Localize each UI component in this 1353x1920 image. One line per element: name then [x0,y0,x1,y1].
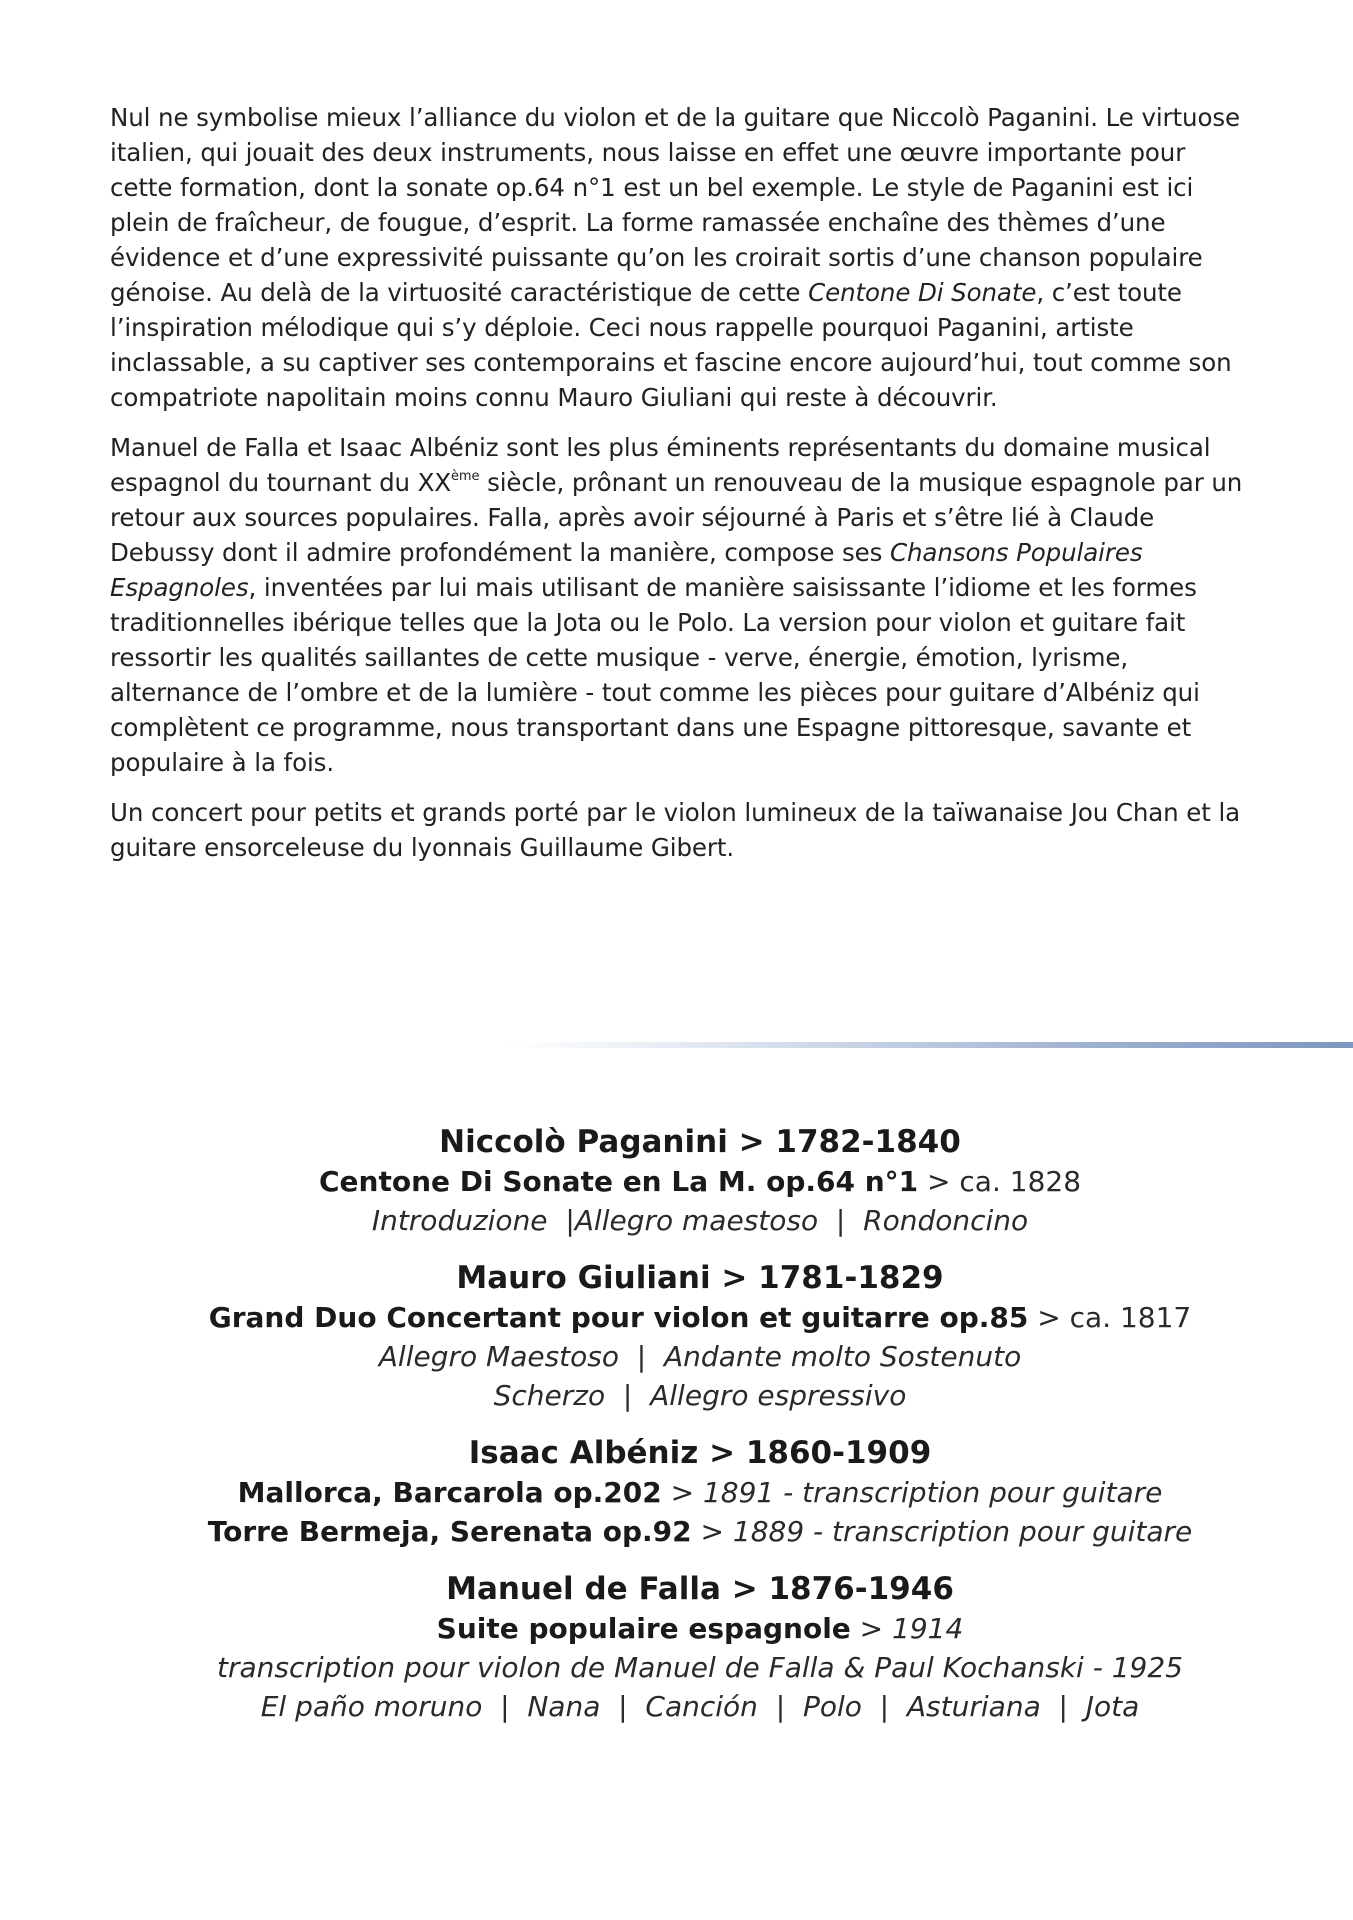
ordinal-superscript: ème [451,469,480,484]
work-info: 1891 - transcription pour guitare [702,1476,1163,1509]
paragraph-text: Nul ne symbolise mieux l’alliance du violon et de la guitare que Niccolò Paganini. Le virtuose italien, qui jouait des deux instruments, nous laisse en effet une œuvre importante pour cette formation, dont la sonate op.64 n°1 est un bel exemple. Le style de Paganini est ici plein de fraîcheur, de fougue, d’esprit. La forme ramassée enchaîne des thèmes d’une évidence et d’une expressivité puissante qu’on les croirait sortis d’une chanson populaire génoise. Au delà de la virtuosité caractéristique de cette [110,103,1240,307]
work-info: 1889 - transcription pour guitare [732,1515,1193,1548]
work-title: Grand Duo Concertant pour violon et guitarre op.85 [208,1301,1029,1334]
movements-line: Scherzo | Allegro espressivo [493,1379,907,1412]
work-title-italic: Centone Di Sonate [808,278,1037,307]
work-date: > ca. 1817 [1028,1301,1192,1334]
paragraph-falla-albeniz [110,430,1255,780]
work-line [0,1609,1353,1648]
transcription-line: transcription pour violon de Manuel de Falla & Paul Kochanski - 1925 [217,1651,1183,1684]
work-title-italic: Chansons Populaires Espagnoles [110,538,1143,602]
paragraph-paganini [110,100,1255,415]
work-line [0,1298,1353,1337]
work-title: Mallorca, Barcarola op.202 [237,1476,662,1509]
composer-heading: Isaac Albéniz > 1860-1909 [468,1435,932,1471]
work-date: 1914 [892,1612,964,1645]
arrow-separator: > [661,1476,703,1509]
work-title: Centone Di Sonate en La M. op.64 n°1 [318,1165,919,1198]
paragraph-text: , c’est toute l’inspiration mélodique qui s’y déploie. Ceci nous rappelle pourquoi Paganini, artiste inclassable, a su captiver ses contemporains et fascine encore aujourd’hui, tout comme son compatriote napolitain moins connu Mauro Giuliani qui reste à découvrir. [110,278,1232,412]
program-entry-paganini [0,1122,1353,1240]
program-entry-giuliani [0,1258,1353,1415]
concert-program [0,1122,1353,1744]
work-line [0,1512,1353,1551]
gradient-divider [505,1042,1353,1048]
movements-line: Allegro Maestoso | Andante molto Sostenuto [378,1340,1022,1373]
arrow-separator: > [691,1515,733,1548]
work-line [0,1162,1353,1201]
paragraph-text: Manuel de Falla et Isaac Albéniz sont les plus éminents représentants du domaine musical espagnol du tournant du XX [110,433,1211,497]
paragraph-text: , inventées par lui mais utilisant de manière saisissante l’idiome et les formes traditionnelles ibérique telles que la Jota ou le Polo. La version pour violon et guitare fait ressortir les qualités saillantes de cette musique - verve, énergie, émotion, lyrisme, alternance de l’ombre et de la lumière - tout comme les pièces pour guitare d’Albéniz qui complètent ce programme, nous transportant dans une Espagne pittoresque, savante et populaire à la fois. [110,573,1200,777]
movements-line: Introduzione |Allegro maestoso | Rondoncino [371,1204,1029,1237]
composer-heading: Niccolò Paganini > 1782-1840 [439,1124,961,1160]
paragraph-text: Un concert pour petits et grands porté par le violon lumineux de la taïwanaise Jou Chan et la guitare ensorceleuse du lyonnais Guillaume Gibert. [110,798,1241,862]
work-title: Suite populaire espagnole [436,1612,851,1645]
paragraph-concert [110,795,1255,865]
intro-text [110,100,1255,880]
arrow-separator: > [850,1612,893,1645]
paragraph-text: siècle, prônant un renouveau de la musique espagnole par un retour aux sources populaires. Falla, après avoir séjourné à Paris et s’être lié à Claude Debussy dont il admire profondément la manière, compose ses [110,468,1243,567]
composer-heading: Mauro Giuliani > 1781-1829 [456,1260,944,1296]
movements-line: El paño moruno | Nana | Canción | Polo | Asturiana | Jota [260,1690,1140,1723]
work-line [0,1473,1353,1512]
work-title: Torre Bermeja, Serenata op.92 [207,1515,692,1548]
program-entry-falla [0,1569,1353,1726]
program-entry-albeniz [0,1433,1353,1551]
work-date: > ca. 1828 [918,1165,1082,1198]
composer-heading: Manuel de Falla > 1876-1946 [446,1571,954,1607]
